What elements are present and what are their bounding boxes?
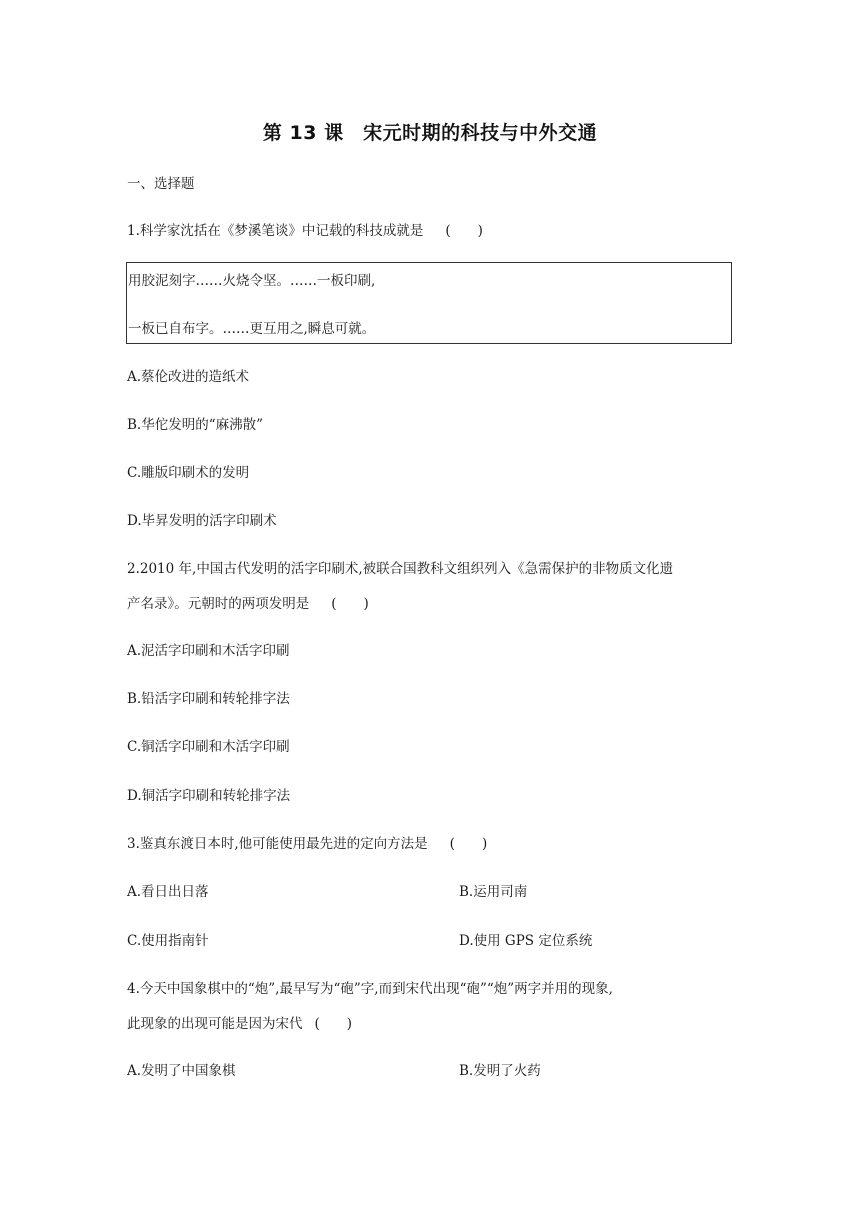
q3-option-c: C.使用指南针 — [127, 933, 209, 949]
quote-line-2: 一板已自布字。……更互用之,瞬息可就。 — [128, 321, 376, 337]
q2-option-b: B.铅活字印刷和转轮排字法 — [127, 691, 290, 707]
q4-option-a: A.发明了中国象棋 — [127, 1063, 236, 1079]
answer-blank: ( ) — [314, 1016, 353, 1032]
q1-option-a: A.蔡伦改进的造纸术 — [127, 369, 250, 385]
question-2-stem-line-1: 2.2010 年,中国古代发明的活字印刷术,被联合国教科文组织列入《急需保护的非物质文化遗 — [127, 561, 674, 577]
q2-option-a: A.泥活字印刷和木活字印刷 — [127, 643, 290, 659]
question-4-text: 此现象的出现可能是因为宋代 — [127, 1016, 303, 1032]
question-4-stem-line-2 — [127, 1015, 352, 1033]
q1-option-b: B.华佗发明的“麻沸散” — [127, 417, 264, 433]
question-3-text: 3.鉴真东渡日本时,他可能使用最先进的定向方法是 — [127, 836, 428, 852]
q1-option-d: D.毕昇发明的活字印刷术 — [127, 513, 277, 529]
lesson-title: 第 13 课 宋元时期的科技与中外交通 — [262, 122, 598, 144]
answer-blank: ( ) — [445, 223, 483, 239]
q4-option-b: B.发明了火药 — [459, 1063, 541, 1079]
section-heading: 一、选择题 — [127, 176, 195, 192]
quote-line-1: 用胶泥刻字……火烧令坚。……一板印刷, — [128, 273, 376, 289]
question-3-stem — [127, 835, 487, 853]
question-1-text: 1.科学家沈括在《梦溪笔谈》中记载的科技成就是 — [127, 223, 424, 239]
question-1-stem — [127, 222, 483, 240]
quote-box — [126, 262, 732, 344]
question-2-stem-line-2 — [127, 595, 369, 613]
answer-blank: ( ) — [331, 596, 369, 612]
question-4-stem-line-1: 4.今天中国象棋中的“炮”,最早写为“砲”字,而到宋代出现“砲”“炮”两字并用的现象, — [127, 981, 613, 997]
q3-option-b: B.运用司南 — [459, 884, 528, 900]
q2-option-c: C.铜活字印刷和木活字印刷 — [127, 739, 290, 755]
answer-blank: ( ) — [449, 836, 488, 852]
q3-option-a: A.看日出日落 — [127, 884, 209, 900]
q2-option-d: D.铜活字印刷和转轮排字法 — [127, 788, 291, 804]
q3-option-d: D.使用 GPS 定位系统 — [459, 933, 593, 949]
q1-option-c: C.雕版印刷术的发明 — [127, 465, 250, 481]
question-2-text: 产名录》。元朝时的两项发明是 — [127, 596, 310, 612]
